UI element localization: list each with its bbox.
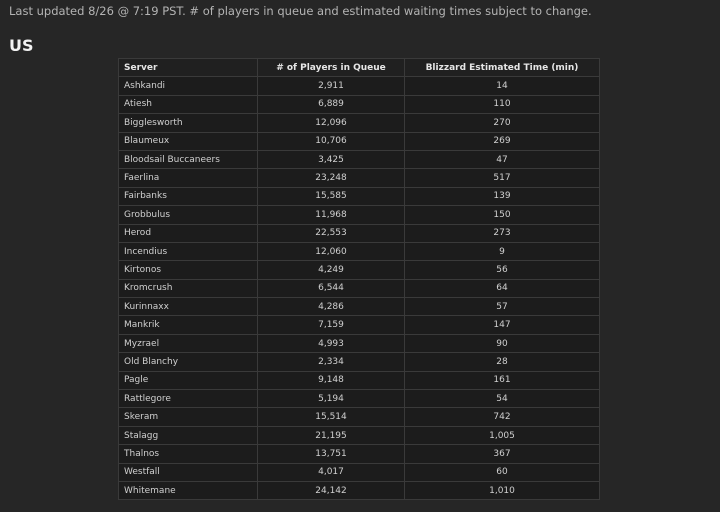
cell-players: 15,514 [258, 408, 405, 426]
cell-server: Skeram [119, 408, 258, 426]
table-row [119, 77, 600, 95]
cell-players: 4,993 [258, 334, 405, 352]
cell-players: 6,544 [258, 279, 405, 297]
region-title: US [9, 36, 34, 55]
cell-time: 64 [405, 279, 600, 297]
table-row [119, 445, 600, 463]
cell-players: 4,017 [258, 463, 405, 481]
cell-players: 23,248 [258, 169, 405, 187]
cell-server: Faerlina [119, 169, 258, 187]
cell-time: 60 [405, 463, 600, 481]
cell-server: Atiesh [119, 95, 258, 113]
cell-players: 6,889 [258, 95, 405, 113]
cell-players: 4,286 [258, 298, 405, 316]
cell-server: Ashkandi [119, 77, 258, 95]
cell-players: 5,194 [258, 390, 405, 408]
column-header-players: # of Players in Queue [258, 59, 405, 77]
cell-players: 7,159 [258, 316, 405, 334]
table-row [119, 279, 600, 297]
table-row [119, 334, 600, 352]
cell-time: 28 [405, 353, 600, 371]
table-row [119, 371, 600, 389]
cell-time: 57 [405, 298, 600, 316]
table-row [119, 463, 600, 481]
cell-server: Blaumeux [119, 132, 258, 150]
cell-time: 161 [405, 371, 600, 389]
table-row [119, 187, 600, 205]
cell-time: 47 [405, 150, 600, 168]
cell-players: 12,060 [258, 242, 405, 260]
table-row [119, 132, 600, 150]
cell-players: 4,249 [258, 261, 405, 279]
cell-players: 10,706 [258, 132, 405, 150]
table-row [119, 242, 600, 260]
queue-table [118, 58, 600, 500]
cell-players: 12,096 [258, 114, 405, 132]
cell-players: 11,968 [258, 206, 405, 224]
cell-server: Old Blanchy [119, 353, 258, 371]
table-header-row [119, 59, 600, 77]
cell-server: Pagle [119, 371, 258, 389]
cell-server: Westfall [119, 463, 258, 481]
cell-time: 90 [405, 334, 600, 352]
cell-time: 273 [405, 224, 600, 242]
table-row [119, 481, 600, 499]
cell-server: Fairbanks [119, 187, 258, 205]
cell-time: 14 [405, 77, 600, 95]
cell-time: 367 [405, 445, 600, 463]
table-row [119, 95, 600, 113]
cell-time: 270 [405, 114, 600, 132]
cell-players: 24,142 [258, 481, 405, 499]
table-row [119, 261, 600, 279]
cell-time: 56 [405, 261, 600, 279]
table-row [119, 426, 600, 444]
cell-server: Incendius [119, 242, 258, 260]
table-row [119, 298, 600, 316]
table-row [119, 390, 600, 408]
cell-players: 15,585 [258, 187, 405, 205]
cell-server: Kromcrush [119, 279, 258, 297]
cell-time: 1,010 [405, 481, 600, 499]
cell-server: Whitemane [119, 481, 258, 499]
cell-time: 269 [405, 132, 600, 150]
cell-server: Herod [119, 224, 258, 242]
cell-server: Kirtonos [119, 261, 258, 279]
cell-time: 517 [405, 169, 600, 187]
cell-server: Stalagg [119, 426, 258, 444]
cell-server: Myzrael [119, 334, 258, 352]
cell-time: 150 [405, 206, 600, 224]
cell-time: 9 [405, 242, 600, 260]
cell-players: 22,553 [258, 224, 405, 242]
cell-server: Mankrik [119, 316, 258, 334]
cell-time: 139 [405, 187, 600, 205]
cell-time: 1,005 [405, 426, 600, 444]
column-header-server: Server [119, 59, 258, 77]
table-row [119, 169, 600, 187]
cell-players: 13,751 [258, 445, 405, 463]
cell-players: 2,334 [258, 353, 405, 371]
cell-players: 2,911 [258, 77, 405, 95]
table-row [119, 316, 600, 334]
cell-server: Bloodsail Buccaneers [119, 150, 258, 168]
cell-server: Rattlegore [119, 390, 258, 408]
cell-time: 147 [405, 316, 600, 334]
cell-players: 21,195 [258, 426, 405, 444]
cell-players: 9,148 [258, 371, 405, 389]
table-row [119, 224, 600, 242]
column-header-time: Blizzard Estimated Time (min) [405, 59, 600, 77]
cell-time: 742 [405, 408, 600, 426]
table-row [119, 206, 600, 224]
cell-server: Bigglesworth [119, 114, 258, 132]
update-notice: Last updated 8/26 @ 7:19 PST. # of players in queue and estimated waiting times subject to change. [9, 4, 592, 18]
cell-players: 3,425 [258, 150, 405, 168]
cell-time: 54 [405, 390, 600, 408]
cell-time: 110 [405, 95, 600, 113]
table-row [119, 150, 600, 168]
table-row [119, 408, 600, 426]
cell-server: Thalnos [119, 445, 258, 463]
cell-server: Grobbulus [119, 206, 258, 224]
table-row [119, 353, 600, 371]
table-row [119, 114, 600, 132]
cell-server: Kurinnaxx [119, 298, 258, 316]
